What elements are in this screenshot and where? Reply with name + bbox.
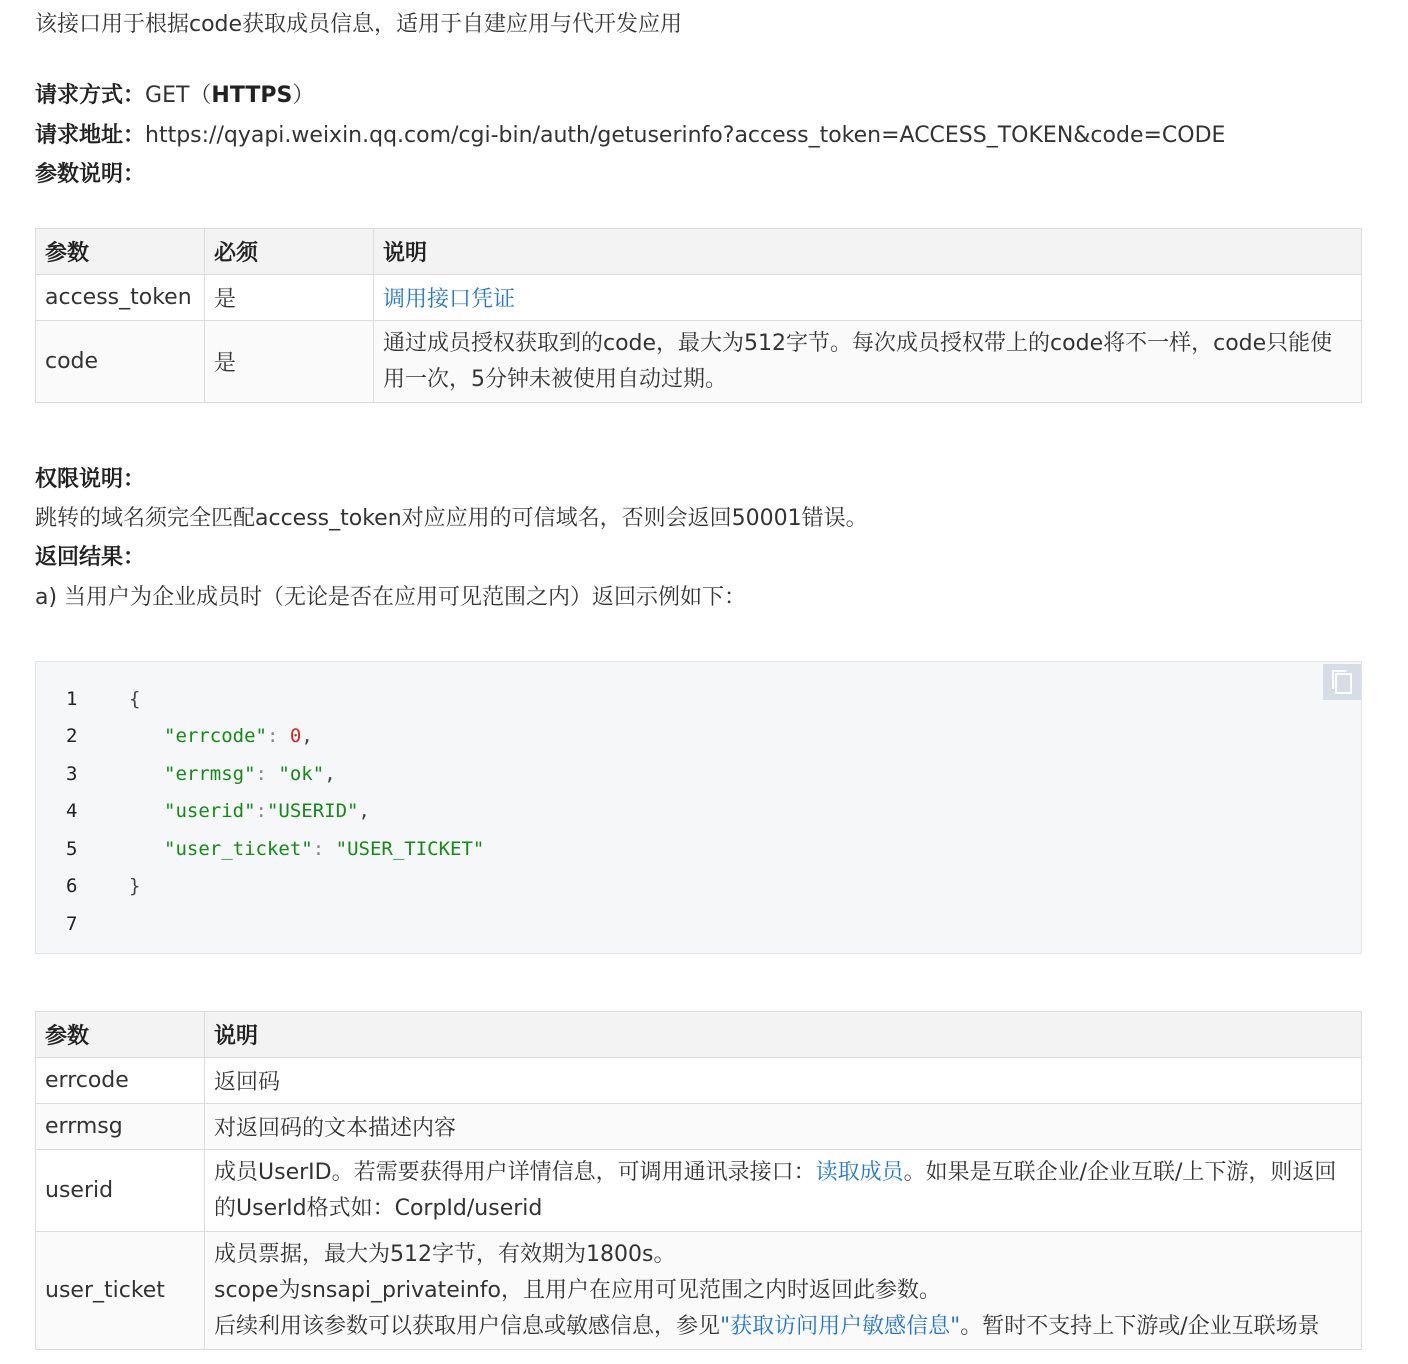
- result-param-name: errmsg: [36, 1104, 205, 1150]
- table-row: [36, 321, 1362, 403]
- request-method: [35, 81, 314, 111]
- code-line: }: [129, 875, 141, 897]
- code-block: [35, 661, 1362, 954]
- param-required: 是: [205, 275, 374, 321]
- param-desc: 通过成员授权获取到的code，最大为512字节。每次成员授权带上的code将不一样，code只能使用一次，5分钟未被使用自动过期。: [374, 321, 1362, 403]
- request-method-https: HTTPS: [211, 83, 293, 108]
- request-method-label: 请求方式：: [35, 83, 146, 108]
- header-required: 必须: [205, 229, 374, 275]
- result-param-desc: 成员UserID。若需要获得用户详情信息，可调用通讯录接口：读取成员。如果是互联企业/企业互联/上下游，则返回的UserId格式如：CorpId/userid: [205, 1150, 1362, 1232]
- copy-icon: [1330, 669, 1354, 695]
- header-desc: 说明: [374, 229, 1362, 275]
- copy-button[interactable]: [1323, 664, 1361, 700]
- header-desc: 说明: [205, 1012, 1362, 1058]
- table-row: [36, 275, 1362, 321]
- table-row: [36, 1058, 1362, 1104]
- result-case-a: a) 当用户为企业成员时（无论是否在应用可见范围之内）返回示例如下：: [35, 585, 747, 610]
- code-line: "userid":"USERID",: [164, 800, 370, 822]
- table-row: [36, 1232, 1362, 1350]
- result-param-desc: 对返回码的文本描述内容: [205, 1104, 1362, 1150]
- result-param-name: user_ticket: [36, 1232, 205, 1350]
- header-param: 参数: [36, 1012, 205, 1058]
- table-row: [36, 1104, 1362, 1150]
- intro-text: 该接口用于根据code获取成员信息，适用于自建应用与代开发应用: [35, 12, 683, 37]
- result-param-name: userid: [36, 1150, 205, 1232]
- code-line: "user_ticket": "USER_TICKET": [164, 838, 485, 860]
- param-required: 是: [205, 321, 374, 403]
- result-param-desc: 返回码: [205, 1058, 1362, 1104]
- param-name: code: [36, 321, 205, 403]
- code-line: {: [129, 688, 141, 710]
- line-number: 6: [66, 875, 78, 897]
- read-member-link[interactable]: 读取成员: [815, 1159, 904, 1185]
- request-method-close: ）: [292, 83, 315, 108]
- code-line: "errcode": 0,: [164, 725, 313, 747]
- request-url: [35, 121, 1225, 151]
- table-header-row: [36, 1012, 1362, 1058]
- sensitive-info-link[interactable]: "获取访问用户敏感信息": [720, 1313, 961, 1339]
- param-name: access_token: [36, 275, 205, 321]
- table-row: [36, 1150, 1362, 1232]
- params-table: [35, 228, 1362, 403]
- result-param-desc: 成员票据，最大为512字节，有效期为1800s。 scope为snsapi_privateinfo，且用户在应用可见范围之内时返回此参数。 后续利用该参数可以获取用户信息或敏感信息，参见"获取访问用户敏感信息"。暂时不支持上下游或/企业互联场景: [205, 1232, 1362, 1350]
- line-number: 4: [66, 800, 78, 822]
- line-number: 1: [66, 688, 78, 710]
- header-param: 参数: [36, 229, 205, 275]
- line-number: 3: [66, 763, 78, 785]
- request-url-value: https://qyapi.weixin.qq.com/cgi-bin/auth/getuserinfo?access_token=ACCESS_TOKEN&code=CODE: [145, 123, 1226, 148]
- access-token-doc-link[interactable]: 调用接口凭证: [383, 287, 516, 312]
- line-number: 5: [66, 838, 78, 860]
- request-url-label: 请求地址：: [35, 123, 146, 148]
- line-number: 2: [66, 725, 78, 747]
- result-table: [35, 1011, 1362, 1350]
- permission-label: 权限说明：: [35, 467, 146, 492]
- params-label: 参数说明：: [35, 162, 146, 187]
- result-param-name: errcode: [36, 1058, 205, 1104]
- line-number: 7: [66, 913, 78, 935]
- permission-text: 跳转的域名须完全匹配access_token对应应用的可信域名，否则会返回50001错误。: [35, 506, 868, 531]
- request-method-get: GET（: [145, 83, 212, 108]
- code-line: "errmsg": "ok",: [164, 763, 336, 785]
- result-label: 返回结果：: [35, 545, 146, 570]
- table-header-row: [36, 229, 1362, 275]
